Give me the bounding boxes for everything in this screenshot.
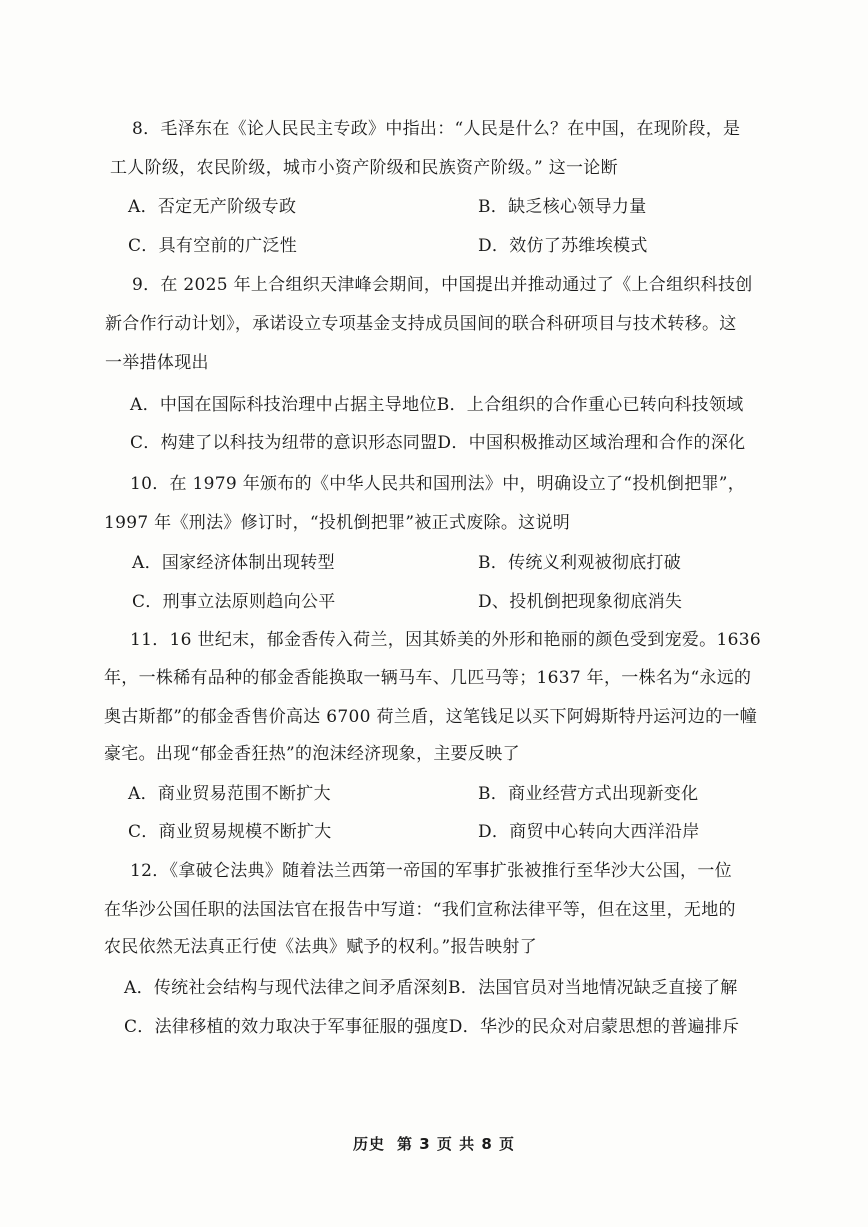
option-b: B．传统义利观被彻底打破: [478, 553, 682, 573]
question-stem-line: 新合作行动计划》，承诺设立专项基金支持成员国间的联合科研项目与技术转移。这: [105, 314, 737, 334]
question-stem-line: 工人阶级，农民阶级，城市小资产阶级和民族资产阶级。” 这一论断: [110, 158, 618, 178]
question-stem-line: 一举措体现出: [105, 353, 209, 373]
option-d: D．商贸中心转向大西洋沿岸: [478, 822, 700, 842]
question-stem-line: 豪宅。出现“郁金香狂热”的泡沫经济现象，主要反映了: [104, 744, 520, 764]
option-a: A．商业贸易范围不断扩大: [128, 784, 331, 804]
option-b: B．法国官员对当地情况缺乏直接了解: [447, 978, 738, 998]
option-d: D．华沙的民众对启蒙思想的普遍排斥: [448, 1017, 740, 1037]
option-d: D．效仿了苏维埃模式: [478, 236, 648, 256]
option-c-d: [130, 431, 745, 455]
question-stem-line: 奥古斯都”的郁金香售价高达 6700 荷兰盾，这笔钱足以买下阿姆斯特丹运河边的一幢: [104, 707, 758, 727]
option-c-d: [124, 1015, 739, 1039]
question-stem-line: 1997 年《刑法》修订时，“投机倒把罪”被正式废除。这说明: [104, 513, 571, 533]
question-stem-line: 10．在 1979 年颁布的《中华人民共和国刑法》中，明确设立了“投机倒把罪”，: [130, 474, 746, 494]
option-a-b: [130, 393, 744, 417]
page-footer: [0, 1133, 868, 1154]
question-stem-line: 年，一株稀有品种的郁金香能换取一辆马车、几匹马等；1637 年，一株名为“永远的: [104, 668, 752, 688]
option-c: C．具有空前的广泛性: [128, 236, 298, 256]
option-b: B．上合组织的合作重心已转向科技领域: [436, 395, 744, 415]
footer-subject: 历史: [352, 1135, 385, 1153]
option-b: B．缺乏核心领导力量: [478, 197, 647, 217]
option-d: D、投机倒把现象彻底消失: [478, 592, 683, 612]
option-a-b: [124, 976, 738, 1000]
option-c: C．法律移植的效力取决于军事征服的强度: [124, 1017, 449, 1037]
question-stem-line: 9．在 2025 年上合组织天津峰会期间，中国提出并推动通过了《上合组织科技创: [132, 275, 753, 295]
option-c: C．商业贸易规模不断扩大: [128, 822, 332, 842]
footer-page-number: 第 3 页 共 8 页: [397, 1135, 515, 1153]
option-b: B．商业经营方式出现新变化: [478, 784, 699, 804]
question-stem-line: 在华沙公国任职的法国法官在报告中写道：“我们宣称法律平等，但在这里，无地的: [104, 900, 736, 920]
option-a: A．国家经济体制出现转型: [132, 553, 335, 573]
question-stem-line: 8．毛泽东在《论人民民主专政》中指出：“人民是什么？在中国，在现阶段，是: [132, 119, 741, 139]
question-stem-line: 农民依然无法真正行使《法典》赋予的权利。”报告映射了: [104, 937, 537, 957]
option-a: A．中国在国际科技治理中占据主导地位: [130, 395, 437, 415]
question-stem-line: 12．《拿破仑法典》随着法兰西第一帝国的军事扩张被推行至华沙大公国，一位: [130, 861, 732, 881]
option-a: A．传统社会结构与现代法律之间矛盾深刻: [124, 978, 448, 998]
option-c: C．刑事立法原则趋向公平: [132, 592, 336, 612]
option-c: C．构建了以科技为纽带的意识形态同盟: [130, 433, 438, 453]
option-d: D．中国积极推动区域治理和合作的深化: [437, 433, 746, 453]
option-a: A．否定无产阶级专政: [128, 197, 297, 217]
question-stem-line: 11．16 世纪末，郁金香传入荷兰，因其娇美的外形和艳丽的颜色受到宠爱。1636: [130, 630, 761, 650]
